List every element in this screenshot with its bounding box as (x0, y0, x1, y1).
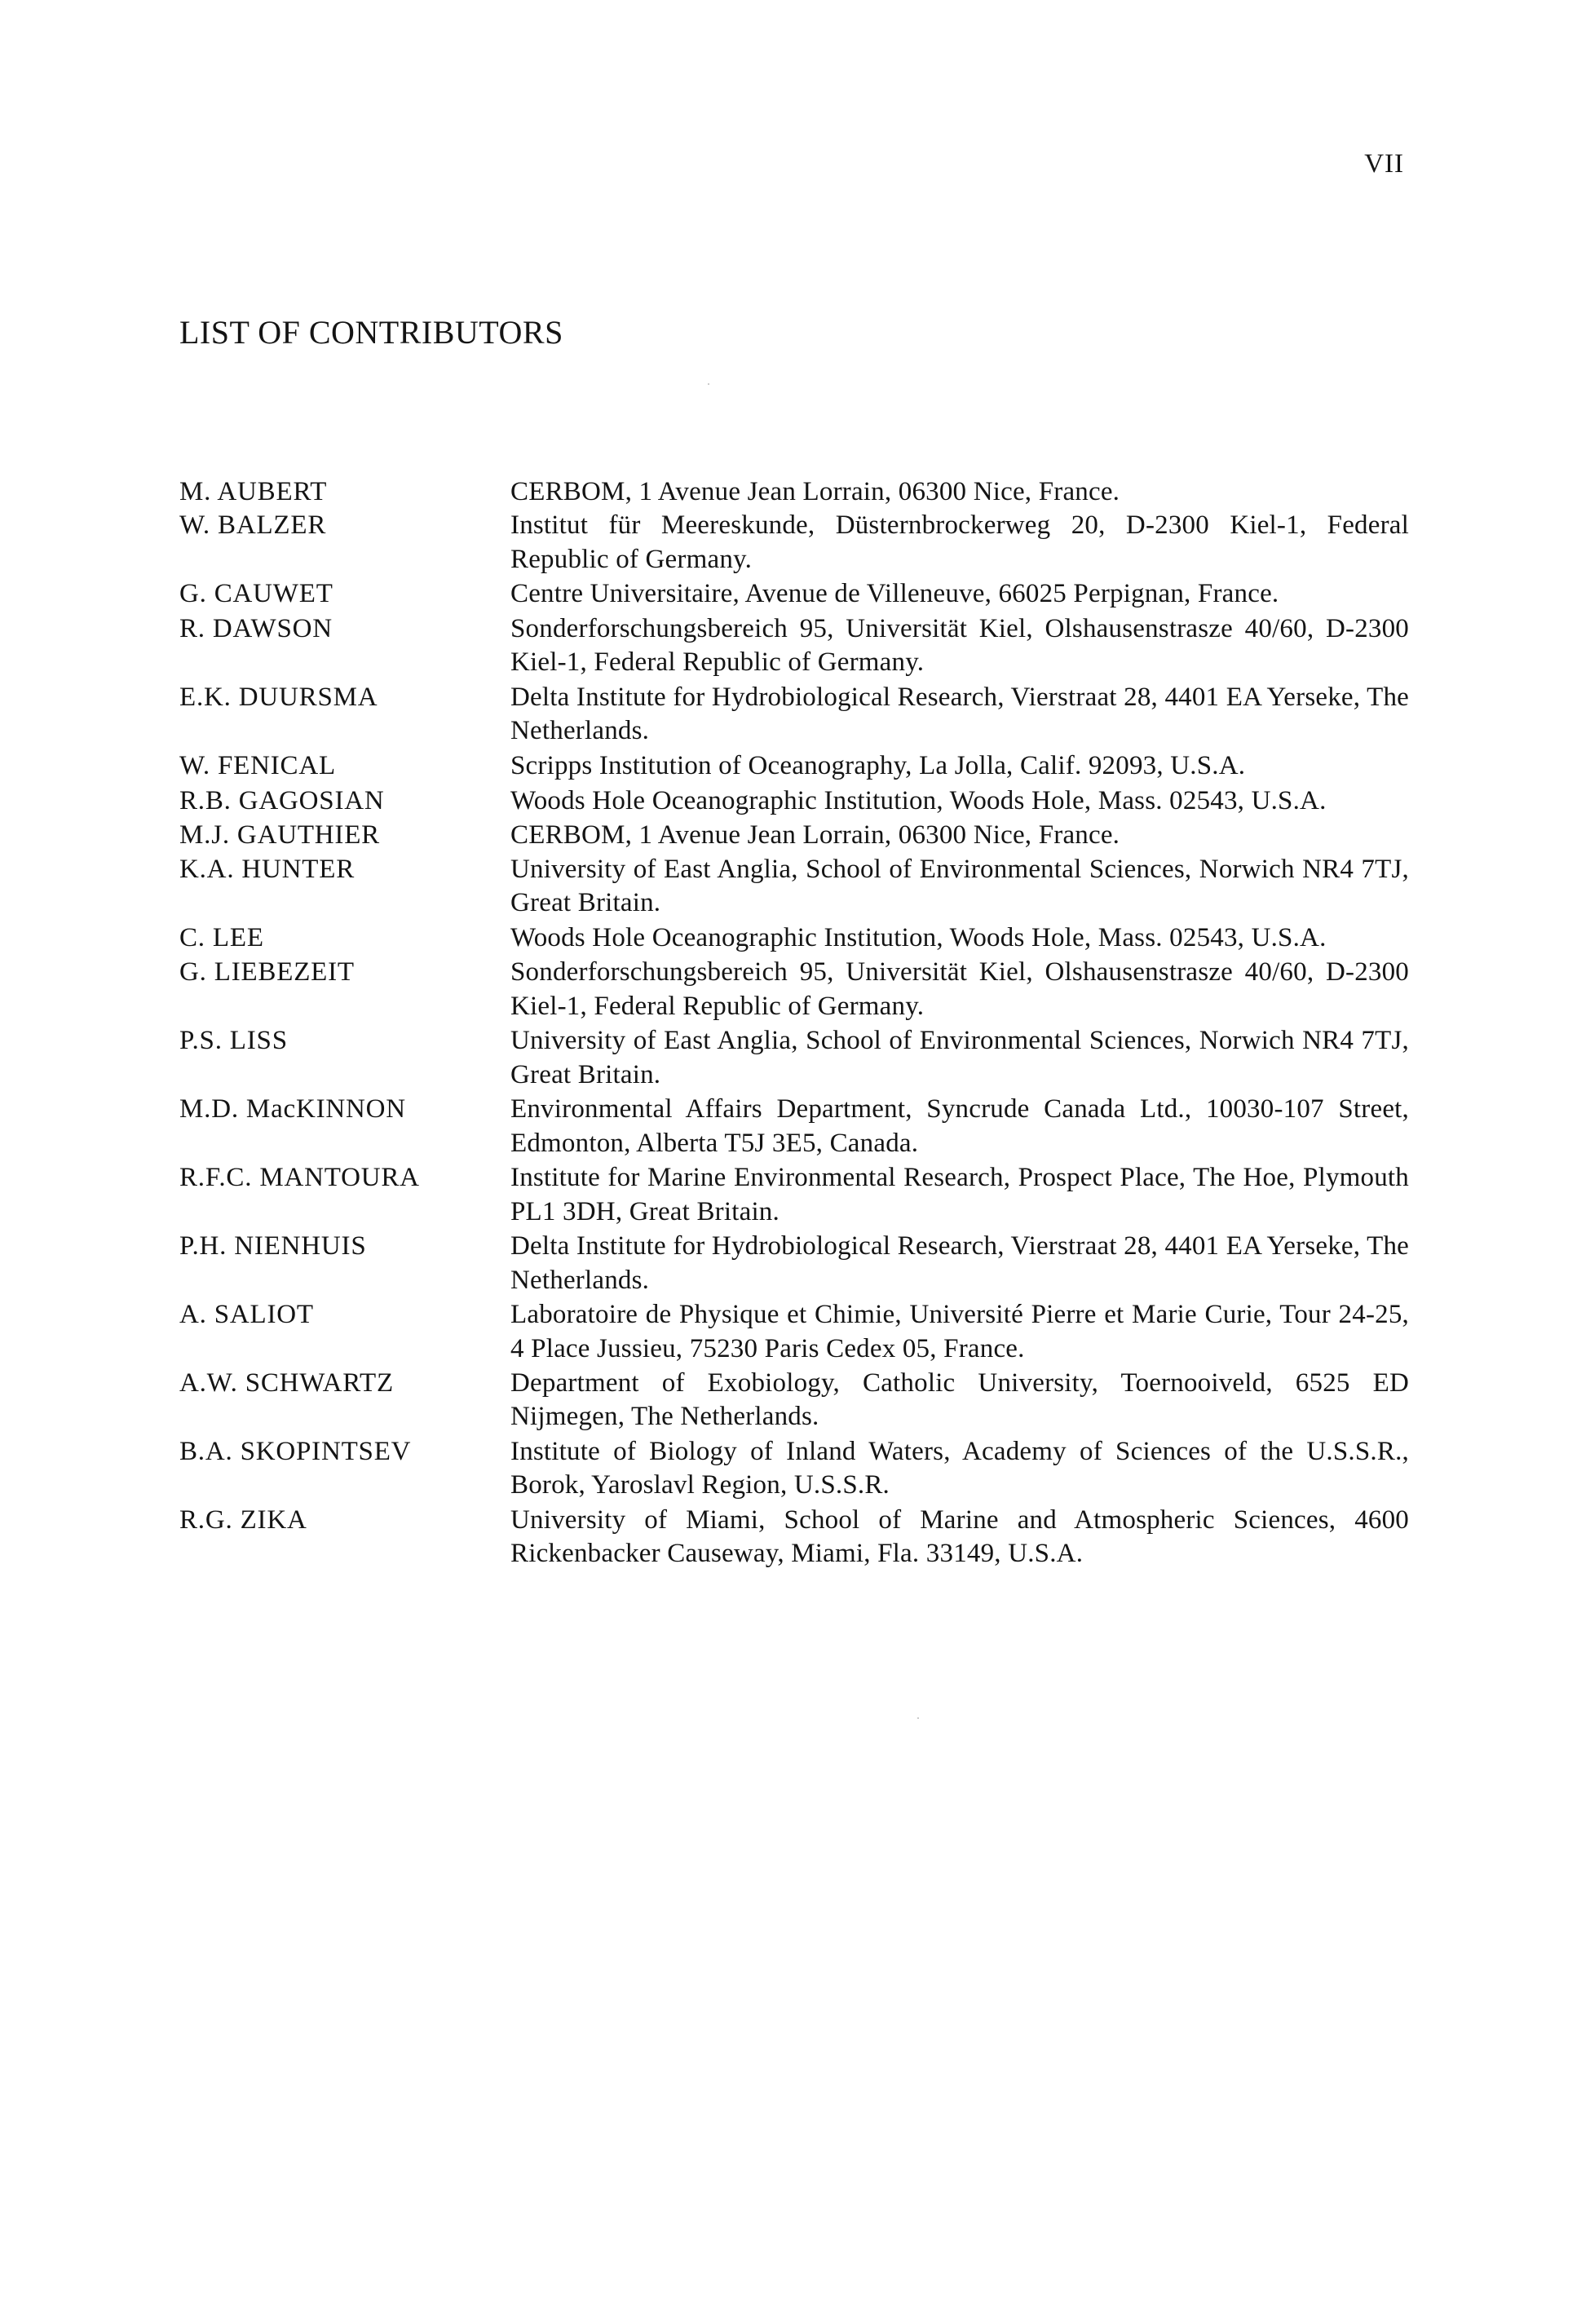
contributor-address: Sonderforschungsbereich 95, Universität Kiel, Olshausenstrasze 40/60, D-2300 Kiel-1, Federal Republic of Germany. (510, 957, 1409, 1021)
contributor-name: A. SALIOT (179, 1300, 314, 1330)
contributor-address: Woods Hole Oceanographic Institution, Woods Hole, Mass. 02543, U.S.A. (510, 922, 1327, 952)
contributor-entry (179, 1093, 1409, 1160)
contributor-address: University of Miami, School of Marine and Atmospheric Sciences, 4600 Rickenbacker Causeway, Miami, Fla. 33149, U.S.A. (510, 1505, 1409, 1569)
contributor-entry (179, 921, 1409, 955)
contributor-name: G. CAUWET (179, 579, 333, 609)
print-speck (708, 383, 709, 385)
page-number: VII (1364, 149, 1404, 179)
contributor-address: University of East Anglia, School of Environmental Sciences, Norwich NR4 7TJ, Great Britain. (510, 854, 1409, 917)
contributor-entry (179, 1024, 1409, 1092)
contributor-name: M. AUBERT (179, 477, 328, 506)
contributor-address: Institute for Marine Environmental Research, Prospect Place, The Hoe, Plymouth PL1 3DH, Great Britain. (510, 1163, 1409, 1226)
contributor-address: Environmental Affairs Department, Syncrude Canada Ltd., 10030-107 Street, Edmonton, Alberta T5J 3E5, Canada. (510, 1094, 1409, 1158)
contributor-entry (179, 1161, 1409, 1229)
contributor-name: R.F.C. MANTOURA (179, 1163, 420, 1193)
contributor-name: R. DAWSON (179, 613, 333, 643)
contributor-name: M.D. MacKINNON (179, 1094, 406, 1124)
contributor-address: Sonderforschungsbereich 95, Universität Kiel, Olshausenstrasze 40/60, D-2300 Kiel-1, Federal Republic of Germany. (510, 613, 1409, 678)
contributor-name: P.H. NIENHUIS (179, 1231, 367, 1261)
contributor-entry (179, 681, 1409, 749)
contributor-entry (179, 1367, 1409, 1434)
contributor-address: Delta Institute for Hydrobiological Research, Vierstraat 28, 4401 EA Yerseke, The Netherlands. (510, 1231, 1409, 1295)
contributor-address: University of East Anglia, School of Environmental Sciences, Norwich NR4 7TJ, Great Britain. (510, 1026, 1409, 1089)
contributor-entry (179, 853, 1409, 921)
contributor-entry (179, 577, 1409, 611)
contributor-entry (179, 509, 1409, 577)
contributor-entry (179, 1298, 1409, 1366)
contributor-address: Delta Institute for Hydrobiological Research, Vierstraat 28, 4401 EA Yerseke, The Netherlands. (510, 682, 1409, 746)
contributor-name: R.G. ZIKA (179, 1505, 307, 1535)
contributor-address: Institute of Biology of Inland Waters, Academy of Sciences of the U.S.S.R., Borok, Yaroslavl Region, U.S.S.R. (510, 1437, 1409, 1500)
contributor-entry (179, 1504, 1409, 1571)
contributor-name: W. BALZER (179, 510, 327, 541)
contributor-entry (179, 784, 1409, 818)
contributor-address: Centre Universitaire, Avenue de Villeneuve, 66025 Perpignan, France. (510, 579, 1279, 609)
contributors-list (179, 475, 1409, 1572)
contributor-name: B.A. SKOPINTSEV (179, 1437, 412, 1467)
contributor-entry (179, 819, 1409, 852)
page-title: LIST OF CONTRIBUTORS (179, 314, 563, 351)
contributor-name: A.W. SCHWARTZ (179, 1368, 394, 1398)
contributor-address: CERBOM, 1 Avenue Jean Lorrain, 06300 Nice, France. (510, 477, 1120, 506)
contributor-entry (179, 1435, 1409, 1503)
contributor-name: M.J. GAUTHIER (179, 820, 380, 851)
contributor-name: C. LEE (179, 922, 264, 952)
contributor-name: E.K. DUURSMA (179, 682, 378, 712)
contributor-address: Department of Exobiology, Catholic University, Toernooiveld, 6525 ED Nijmegen, The Netherlands. (510, 1368, 1409, 1432)
contributor-address: Woods Hole Oceanographic Institution, Woods Hole, Mass. 02543, U.S.A. (510, 785, 1327, 815)
contributor-name: W. FENICAL (179, 750, 336, 780)
contributor-name: G. LIEBEZEIT (179, 957, 355, 987)
contributor-address: Scripps Institution of Oceanography, La Jolla, Calif. 92093, U.S.A. (510, 750, 1246, 780)
contributor-entry (179, 749, 1409, 783)
contributor-entry (179, 956, 1409, 1023)
contributor-address: Institut für Meereskunde, Düsternbrockerweg 20, D-2300 Kiel-1, Federal Republic of Germany. (510, 510, 1409, 574)
contributor-entry (179, 612, 1409, 680)
print-speck (917, 1717, 919, 1719)
contributor-name: K.A. HUNTER (179, 854, 356, 884)
contributor-entry (179, 475, 1409, 509)
contributor-address: CERBOM, 1 Avenue Jean Lorrain, 06300 Nice, France. (510, 820, 1120, 851)
contributor-entry (179, 1230, 1409, 1297)
contributor-name: P.S. LISS (179, 1026, 288, 1056)
contributor-name: R.B. GAGOSIAN (179, 785, 385, 815)
contributor-address: Laboratoire de Physique et Chimie, Université Pierre et Marie Curie, Tour 24-25, 4 Place Jussieu, 75230 Paris Cedex 05, France. (510, 1300, 1409, 1363)
